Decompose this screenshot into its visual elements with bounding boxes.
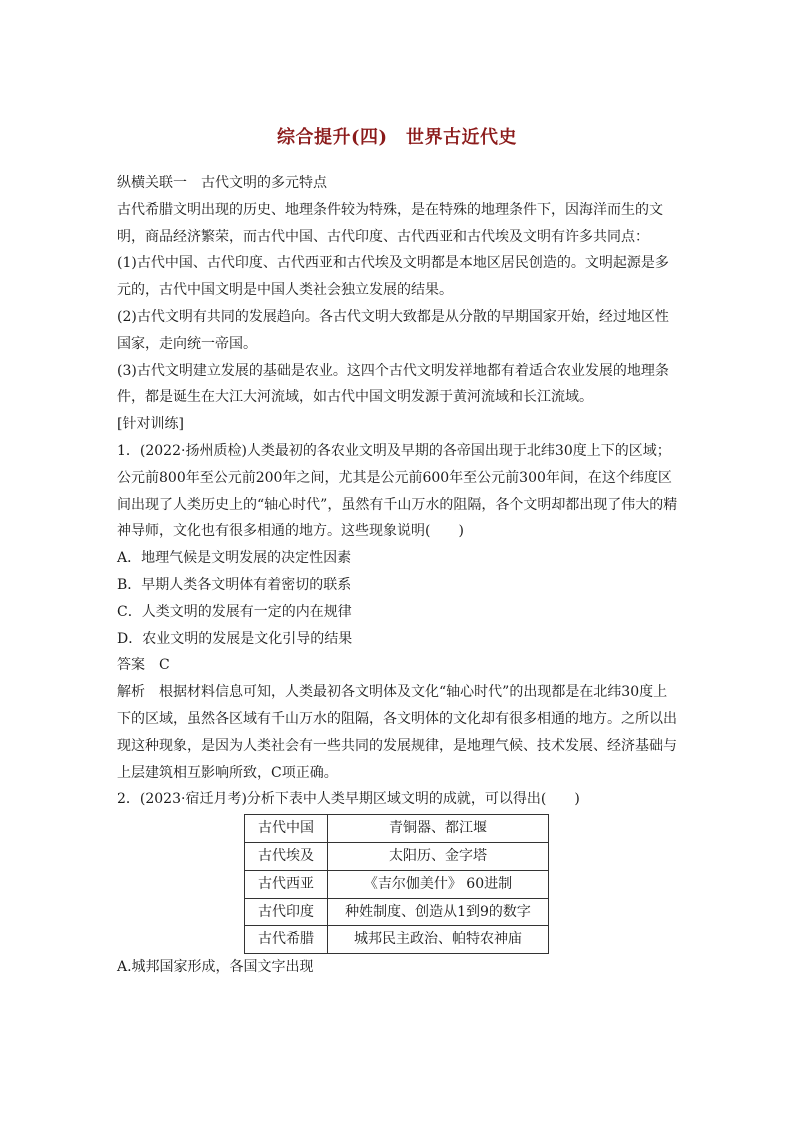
civilization-table	[244, 814, 549, 954]
table-cell-region: 古代印度	[245, 898, 328, 926]
table-row	[245, 926, 549, 954]
table-cell-region: 古代中国	[245, 815, 328, 843]
table-row	[245, 842, 549, 870]
section-heading: 纵横关联一 古代文明的多元特点	[117, 175, 327, 191]
question-2-option-a: A.城邦国家形成，各国文字出现	[117, 959, 314, 976]
table-cell-region: 古代埃及	[245, 842, 328, 870]
table-cell-achievement: 太阳历、金字塔	[328, 842, 549, 870]
page-title: 综合提升(四) 世界古近代史	[276, 127, 518, 148]
intro-paragraph: 古代希腊文明出现的历史、地理条件较为特殊，是在特殊的地理条件下，因海洋而生的文明，商品经济繁荣，而古代中国、古代印度、古代西亚和古代埃及文明有许多共同点：	[117, 201, 663, 245]
practice-label: [针对训练]	[117, 416, 184, 433]
table-row	[245, 815, 549, 843]
table-cell-region: 古代希腊	[245, 926, 328, 954]
table-row	[245, 898, 549, 926]
question-1-option-c: C．人类文明的发展有一定的内在规律	[117, 603, 352, 620]
question-1-option-d: D．农业文明的发展是文化引导的结果	[117, 630, 353, 647]
question-1-option-a: A．地理气候是文明发展的决定性因素	[117, 550, 352, 567]
point-2: (2)古代文明有共同的发展趋向。各古代文明大致都是从分散的早期国家开始，经过地区性国家，走向统一帝国。	[117, 308, 669, 352]
question-1-stem: 1．(2022·扬州质检)人类最初的各农业文明及早期的各帝国出现于北纬30度上下的区域；公元前800年至公元前200年之间，尤其是公元前600年至公元前300年间，在这个纬度区间出现了人类历史上的“轴心时代”，虽然有千山万水的阻隔，各个文明却都出现了伟大的精神导师，文化也有很多相通的地方。这些现象说明( )	[117, 442, 678, 540]
table-cell-achievement: 青铜器、都江堰	[328, 815, 549, 843]
table-cell-achievement: 城邦民主政治、帕特农神庙	[328, 926, 549, 954]
point-1: (1)古代中国、古代印度、古代西亚和古代埃及文明都是本地区居民创造的。文明起源是多元的，古代中国文明是中国人类社会独立发展的结果。	[117, 255, 669, 299]
question-1-analysis: 解析 根据材料信息可知，人类最初各文明体及文化“轴心时代”的出现都是在北纬30度上下的区域，虽然各区域有千山万水的阻隔，各文明体的文化却有很多相通的地方。之所以出现这种现象，是因为人类社会有一些共同的发展规律，是地理气候、技术发展、经济基础与上层建筑相互影响所致，C项正确。	[117, 684, 677, 781]
question-2-stem: 2．(2023·宿迁月考)分析下表中人类早期区域文明的成就，可以得出( )	[117, 791, 580, 808]
table-cell-achievement: 《吉尔伽美什》 60进制	[328, 870, 549, 898]
question-1-option-b: B．早期人类各文明体有着密切的联系	[117, 576, 352, 593]
question-1-answer: 答案 C	[117, 657, 170, 674]
point-3: (3)古代文明建立发展的基础是农业。这四个古代文明发祥地都有着适合农业发展的地理条件，都是诞生在大江大河流域，如古代中国文明发源于黄河流域和长江流域。	[117, 362, 669, 406]
document-body	[117, 170, 679, 981]
table-cell-region: 古代西亚	[245, 870, 328, 898]
table-cell-achievement: 种姓制度、创造从1到9的数字	[328, 898, 549, 926]
table-row	[245, 870, 549, 898]
